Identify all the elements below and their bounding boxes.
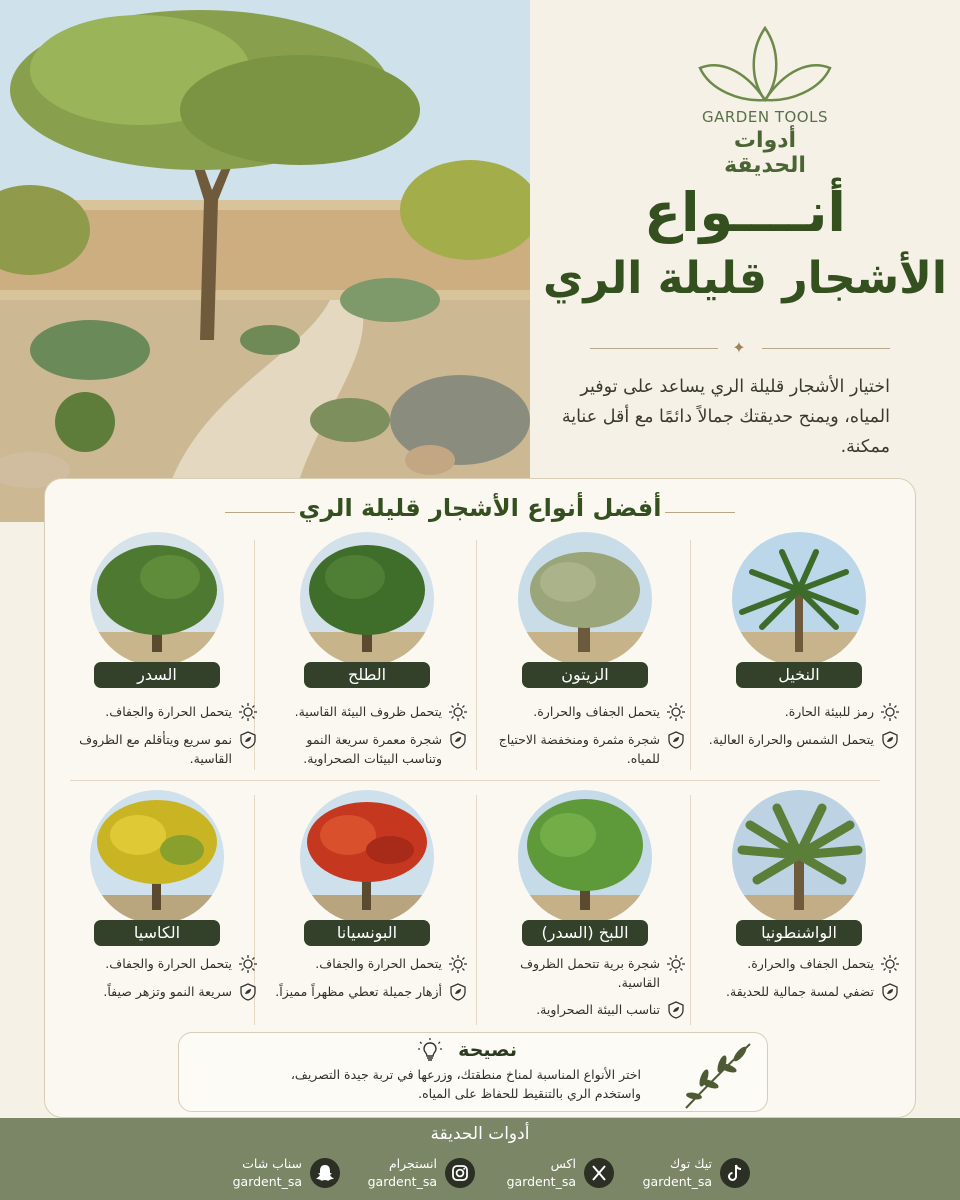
tree-feature-1: يتحمل الجفاف والحرارة. — [704, 954, 900, 973]
tree-feature-2: شجرة مثمرة ومنخفضة الاحتياج للمياه. — [490, 730, 686, 768]
social-handle: gardent_sa — [232, 1174, 302, 1189]
sun-icon — [238, 702, 258, 722]
talh-tree-image — [300, 532, 434, 666]
section-title: أفضل أنواع الأشجار قليلة الري — [298, 494, 662, 522]
hero-garden-image — [0, 0, 530, 522]
snapchat-icon[interactable] — [310, 1158, 340, 1188]
section-title-rule-right — [665, 512, 735, 513]
lotus-leaf-logo-icon — [690, 20, 840, 104]
tree-feature-2: نمو سريع ويتأقلم مع الظروف القاسية. — [62, 730, 258, 768]
shield-leaf-icon — [880, 982, 900, 1002]
tree-feature-1: يتحمل ظروف البيئة القاسية. — [272, 702, 468, 721]
cassia-tree-image — [90, 790, 224, 924]
tree-feature-2: أزهار جميلة تعطي مظهراً مميزاً. — [272, 982, 468, 1001]
page-title — [540, 180, 950, 312]
labakh-tree-image — [518, 790, 652, 924]
social-name: انستجرام — [388, 1156, 437, 1171]
tree-name-label: اللبخ (السدر) — [522, 920, 648, 946]
brand-name-english: GARDEN TOOLS — [702, 108, 828, 126]
sun-icon — [880, 702, 900, 722]
title-line-2: الأشجار قليلة الري — [543, 253, 947, 304]
social-handle: gardent_sa — [367, 1174, 437, 1189]
social-handle: gardent_sa — [642, 1174, 712, 1189]
title-line-1: أنــــواع — [644, 181, 846, 244]
tip-text: اختر الأنواع المناسبة لمناخ منطقتك، وزرعها في تربة جيدة التصريف، واستخدم الري بالتنقيط للحفاظ على المياه. — [290, 1067, 641, 1101]
tree-feature-2: شجرة معمرة سريعة النمو وتناسب البيئات الصحراوية. — [272, 730, 468, 768]
tree-feature-1: يتحمل الجفاف والحرارة. — [490, 702, 686, 721]
brand-logo — [690, 20, 840, 178]
sun-icon — [448, 954, 468, 974]
shield-leaf-icon — [666, 1000, 686, 1020]
row-divider — [70, 780, 880, 781]
olive-tree-image — [518, 532, 652, 666]
tip-title: نصيحة — [458, 1039, 517, 1061]
tree-name-label: السدر — [94, 662, 220, 688]
ornament-icon: ✦ — [732, 338, 746, 357]
tree-name-label: البونسيانا — [304, 920, 430, 946]
tree-feature-1: يتحمل الحرارة والجفاف. — [272, 954, 468, 973]
tree-name-label: الكاسيا — [94, 920, 220, 946]
social-instagram[interactable] — [345, 1154, 475, 1194]
social-name: تيك توك — [670, 1156, 712, 1171]
social-x[interactable] — [484, 1154, 614, 1194]
social-snapchat[interactable] — [210, 1154, 340, 1194]
tree-feature-2: تناسب البيئة الصحراوية. — [490, 1000, 686, 1019]
brand-name-arabic: أدوات الحديقة — [724, 128, 806, 178]
tree-name-label: النخيل — [736, 662, 862, 688]
social-name: سناب شات — [242, 1156, 302, 1171]
title-divider — [590, 338, 890, 358]
tree-name-label: الطلح — [304, 662, 430, 688]
tree-feature-1: يتحمل الحرارة والجفاف. — [62, 702, 258, 721]
social-tiktok[interactable] — [620, 1154, 750, 1194]
tree-feature-2: تضفي لمسة جمالية للحديقة. — [704, 982, 900, 1001]
olive-branch-icon — [680, 1038, 760, 1112]
intro-text: اختيار الأشجار قليلة الري يساعد على توفير المياه، ويمنح حديقتك جمالاً دائمًا مع أقل عناية ممكنة. — [561, 377, 890, 457]
shield-leaf-icon — [448, 730, 468, 750]
shield-leaf-icon — [880, 730, 900, 750]
sun-icon — [666, 954, 686, 974]
tiktok-icon[interactable] — [720, 1158, 750, 1188]
lightbulb-icon — [417, 1037, 443, 1063]
tree-name-label: الواشنطونيا — [736, 920, 862, 946]
tree-feature-1: يتحمل الحرارة والجفاف. — [62, 954, 258, 973]
social-handle: gardent_sa — [506, 1174, 576, 1189]
shield-leaf-icon — [666, 730, 686, 750]
sun-icon — [666, 702, 686, 722]
footer — [0, 1118, 960, 1200]
shield-leaf-icon — [238, 982, 258, 1002]
x-icon[interactable] — [584, 1158, 614, 1188]
shield-leaf-icon — [448, 982, 468, 1002]
social-name: اكس — [550, 1156, 576, 1171]
tree-feature-1: رمز للبيئة الحارة. — [704, 702, 900, 721]
tree-feature-2: سريعة النمو وتزهر صيفاً. — [62, 982, 258, 1001]
tree-feature-1: شجرة برية تتحمل الظروف القاسية. — [490, 954, 686, 992]
poinciana-tree-image — [300, 790, 434, 924]
sun-icon — [448, 702, 468, 722]
palm-tree-image — [732, 532, 866, 666]
instagram-icon[interactable] — [445, 1158, 475, 1188]
tree-feature-2: يتحمل الشمس والحرارة العالية. — [704, 730, 900, 749]
sun-icon — [880, 954, 900, 974]
sun-icon — [238, 954, 258, 974]
shield-leaf-icon — [238, 730, 258, 750]
footer-title: أدوات الحديقة — [430, 1124, 530, 1144]
tree-name-label: الزيتون — [522, 662, 648, 688]
washingtonia-tree-image — [732, 790, 866, 924]
sidr-tree-image — [90, 532, 224, 666]
